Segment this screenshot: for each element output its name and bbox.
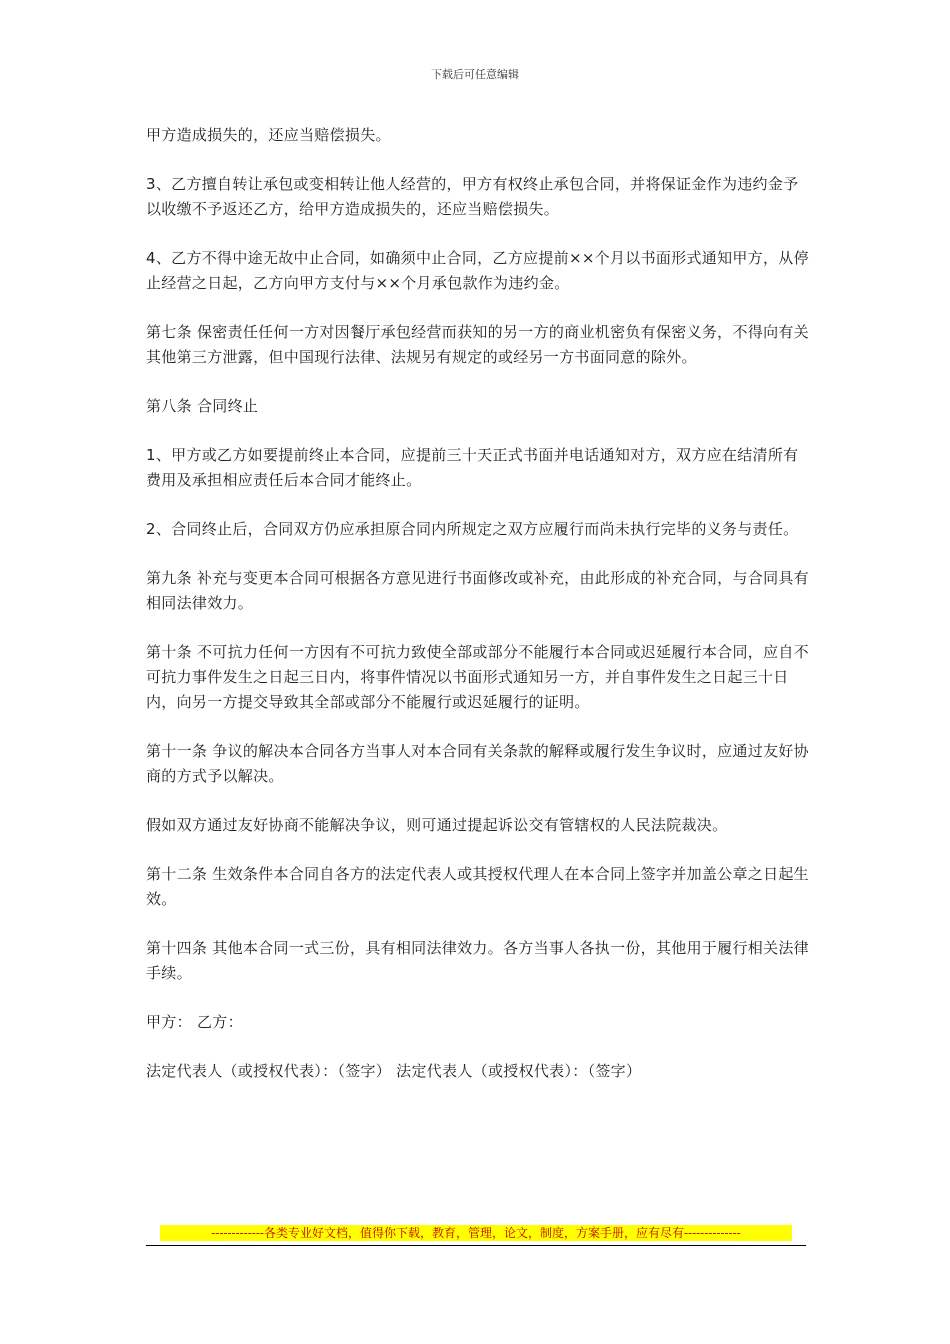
paragraph-loss-compensation: 甲方造成损失的，还应当赔偿损失。 bbox=[146, 126, 391, 144]
paragraph-transfer-clause: 3、乙方擅自转让承包或变相转让他人经营的，甲方有权终止承包合同，并将保证金作为违约金予以收缴不予返还乙方，给甲方造成损失的，还应当赔偿损失。 bbox=[146, 175, 799, 218]
paragraph-article-14-other: 第十四条 其他本合同一式三份，具有相同法律效力。各方当事人各执一份，其他用于履行相关法律手续。 bbox=[146, 939, 809, 982]
paragraph-article-12-effectiveness: 第十二条 生效条件本合同自各方的法定代表人或其授权代理人在本合同上签字并加盖公章之日起生效。 bbox=[146, 865, 809, 908]
paragraph-article-11-dispute: 第十一条 争议的解决本合同各方当事人对本合同有关条款的解释或履行发生争议时，应通过友好协商的方式予以解决。 bbox=[146, 742, 809, 785]
footer-banner-text: -------------各类专业好文档，值得你下载，教育，管理，论文，制度，方案手册，应有尽有-------------- bbox=[160, 1225, 792, 1241]
paragraph-termination-item-2: 2、合同终止后，合同双方仍应承担原合同内所规定之双方应履行而尚未执行完毕的义务与责任。 bbox=[146, 520, 799, 538]
page-footer bbox=[146, 1225, 806, 1246]
paragraph-article-10-force-majeure: 第十条 不可抗力任何一方因有不可抗力致使全部或部分不能履行本合同或迟延履行本合同，应自不可抗力事件发生之日起三日内，将事件情况以书面形式通知另一方，并自事件发生之日起三十日内，向另一方提交导致其全部或部分不能履行或迟延履行的证明。 bbox=[146, 643, 809, 711]
paragraph-litigation: 假如双方通过友好协商不能解决争议，则可通过提起诉讼交有管辖权的人民法院裁决。 bbox=[146, 816, 728, 834]
paragraph-termination-item-1: 1、甲方或乙方如要提前终止本合同，应提前三十天正式书面并电话通知对方，双方应在结清所有费用及承担相应责任后本合同才能终止。 bbox=[146, 446, 799, 489]
signature-representatives-line: 法定代表人（或授权代表）：（签字） 法定代表人（或授权代表）：（签字） bbox=[146, 1062, 642, 1080]
signature-parties-line: 甲方： 乙方： bbox=[146, 1013, 243, 1031]
document-body bbox=[146, 123, 810, 1108]
heading-article-8-termination: 第八条 合同终止 bbox=[146, 397, 259, 415]
paragraph-early-termination-clause: 4、乙方不得中途无故中止合同，如确须中止合同，乙方应提前××个月以书面形式通知甲方，从停止经营之日起，乙方向甲方支付与××个月承包款作为违约金。 bbox=[146, 249, 809, 292]
paragraph-article-7-confidentiality: 第七条 保密责任任何一方对因餐厅承包经营而获知的另一方的商业机密负有保密义务，不得向有关其他第三方泄露，但中国现行法律、法规另有规定的或经另一方书面同意的除外。 bbox=[146, 323, 809, 366]
paragraph-article-9-amendment: 第九条 补充与变更本合同可根据各方意见进行书面修改或补充，由此形成的补充合同，与合同具有相同法律效力。 bbox=[146, 569, 809, 612]
page-header: 下载后可任意编辑 bbox=[431, 68, 519, 81]
